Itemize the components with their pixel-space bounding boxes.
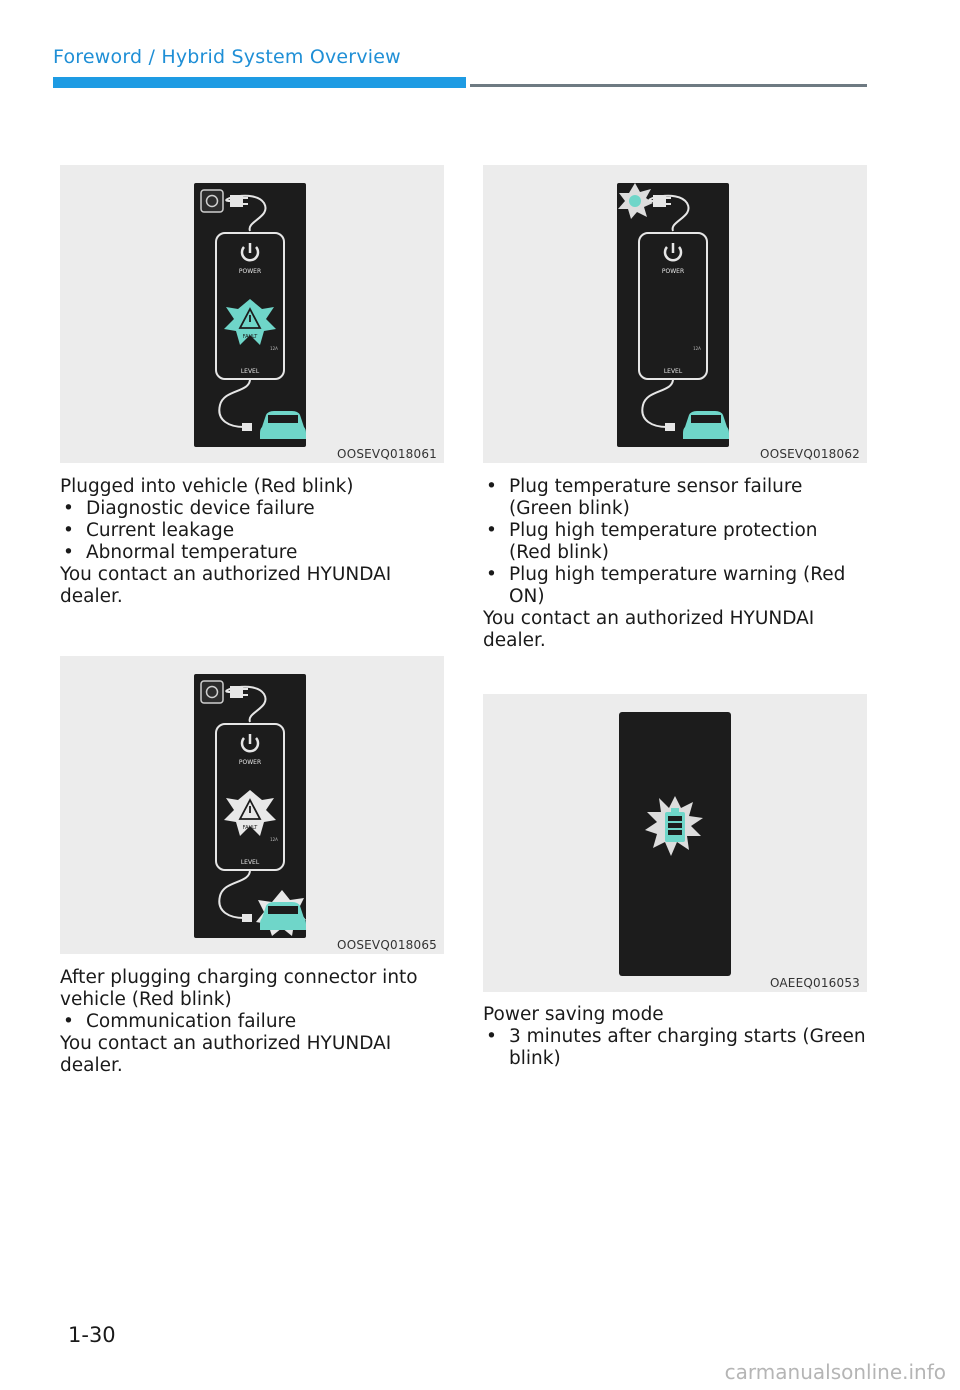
section-note: You contact an authorized HYUNDAI dealer. [483,608,815,651]
charger-illustration [617,183,729,447]
figure-code: OAEEQ016053 [769,976,860,990]
section-note: You contact an authorized HYUNDAI dealer. [60,1033,392,1076]
figure-plug-temperature [483,165,867,463]
amps-label: 12A [693,346,701,351]
figure-code: OOSEVQ018065 [337,938,437,952]
fault-label: FAULT [242,334,258,340]
page-number: 1-30 [68,1323,116,1347]
amps-label: 12A [270,837,278,842]
power-label: POWER [661,268,685,275]
figure-fault-communication [60,656,444,954]
power-label: POWER [238,759,262,766]
list-item: • Plug temperature sensor failure (Green blink) [483,476,839,520]
list-item: • Plug high temperature protection (Red blink) [483,520,839,564]
right-section-1 [483,476,867,652]
level-label: LEVEL [240,859,260,866]
list-item: • 3 minutes after charging starts (Green blink) [483,1026,867,1070]
right-section-2 [483,1004,867,1070]
level-label: LEVEL [240,368,260,375]
list-item: • Abnormal temperature [60,542,444,564]
car-icon [683,411,729,439]
figure-power-saving [483,694,867,992]
charger-illustration [194,674,306,938]
list-item: • Diagnostic device failure [60,498,444,520]
header-accent-bar [53,77,466,88]
fault-label: FAULT [242,825,258,831]
list-item: • Plug high temperature warning (Red ON) [483,564,873,608]
section-heading: Plugged into vehicle (Red blink) [60,476,354,497]
charger-illustration [194,183,306,447]
figure-code: OOSEVQ018062 [760,447,860,461]
figure-fault-plugged [60,165,444,463]
figure-code: OOSEVQ018061 [337,447,437,461]
watermark: carmanualsonline.info [724,1360,946,1384]
section-note: You contact an authorized HYUNDAI dealer. [60,564,392,607]
car-icon [260,411,306,439]
list-item: • Current leakage [60,520,444,542]
section-heading: After plugging charging connector into vehicle (Red blink) [60,967,418,1010]
page-header-title: Foreword / Hybrid System Overview [53,46,401,68]
power-label: POWER [238,268,262,275]
amps-label: 12A [270,346,278,351]
left-section-2 [60,967,444,1077]
charger-illustration [619,712,731,976]
left-section-1 [60,476,444,608]
section-heading: Power saving mode [483,1004,664,1025]
level-label: LEVEL [663,368,683,375]
header-rule [470,84,867,87]
list-item: • Communication failure [60,1011,444,1033]
